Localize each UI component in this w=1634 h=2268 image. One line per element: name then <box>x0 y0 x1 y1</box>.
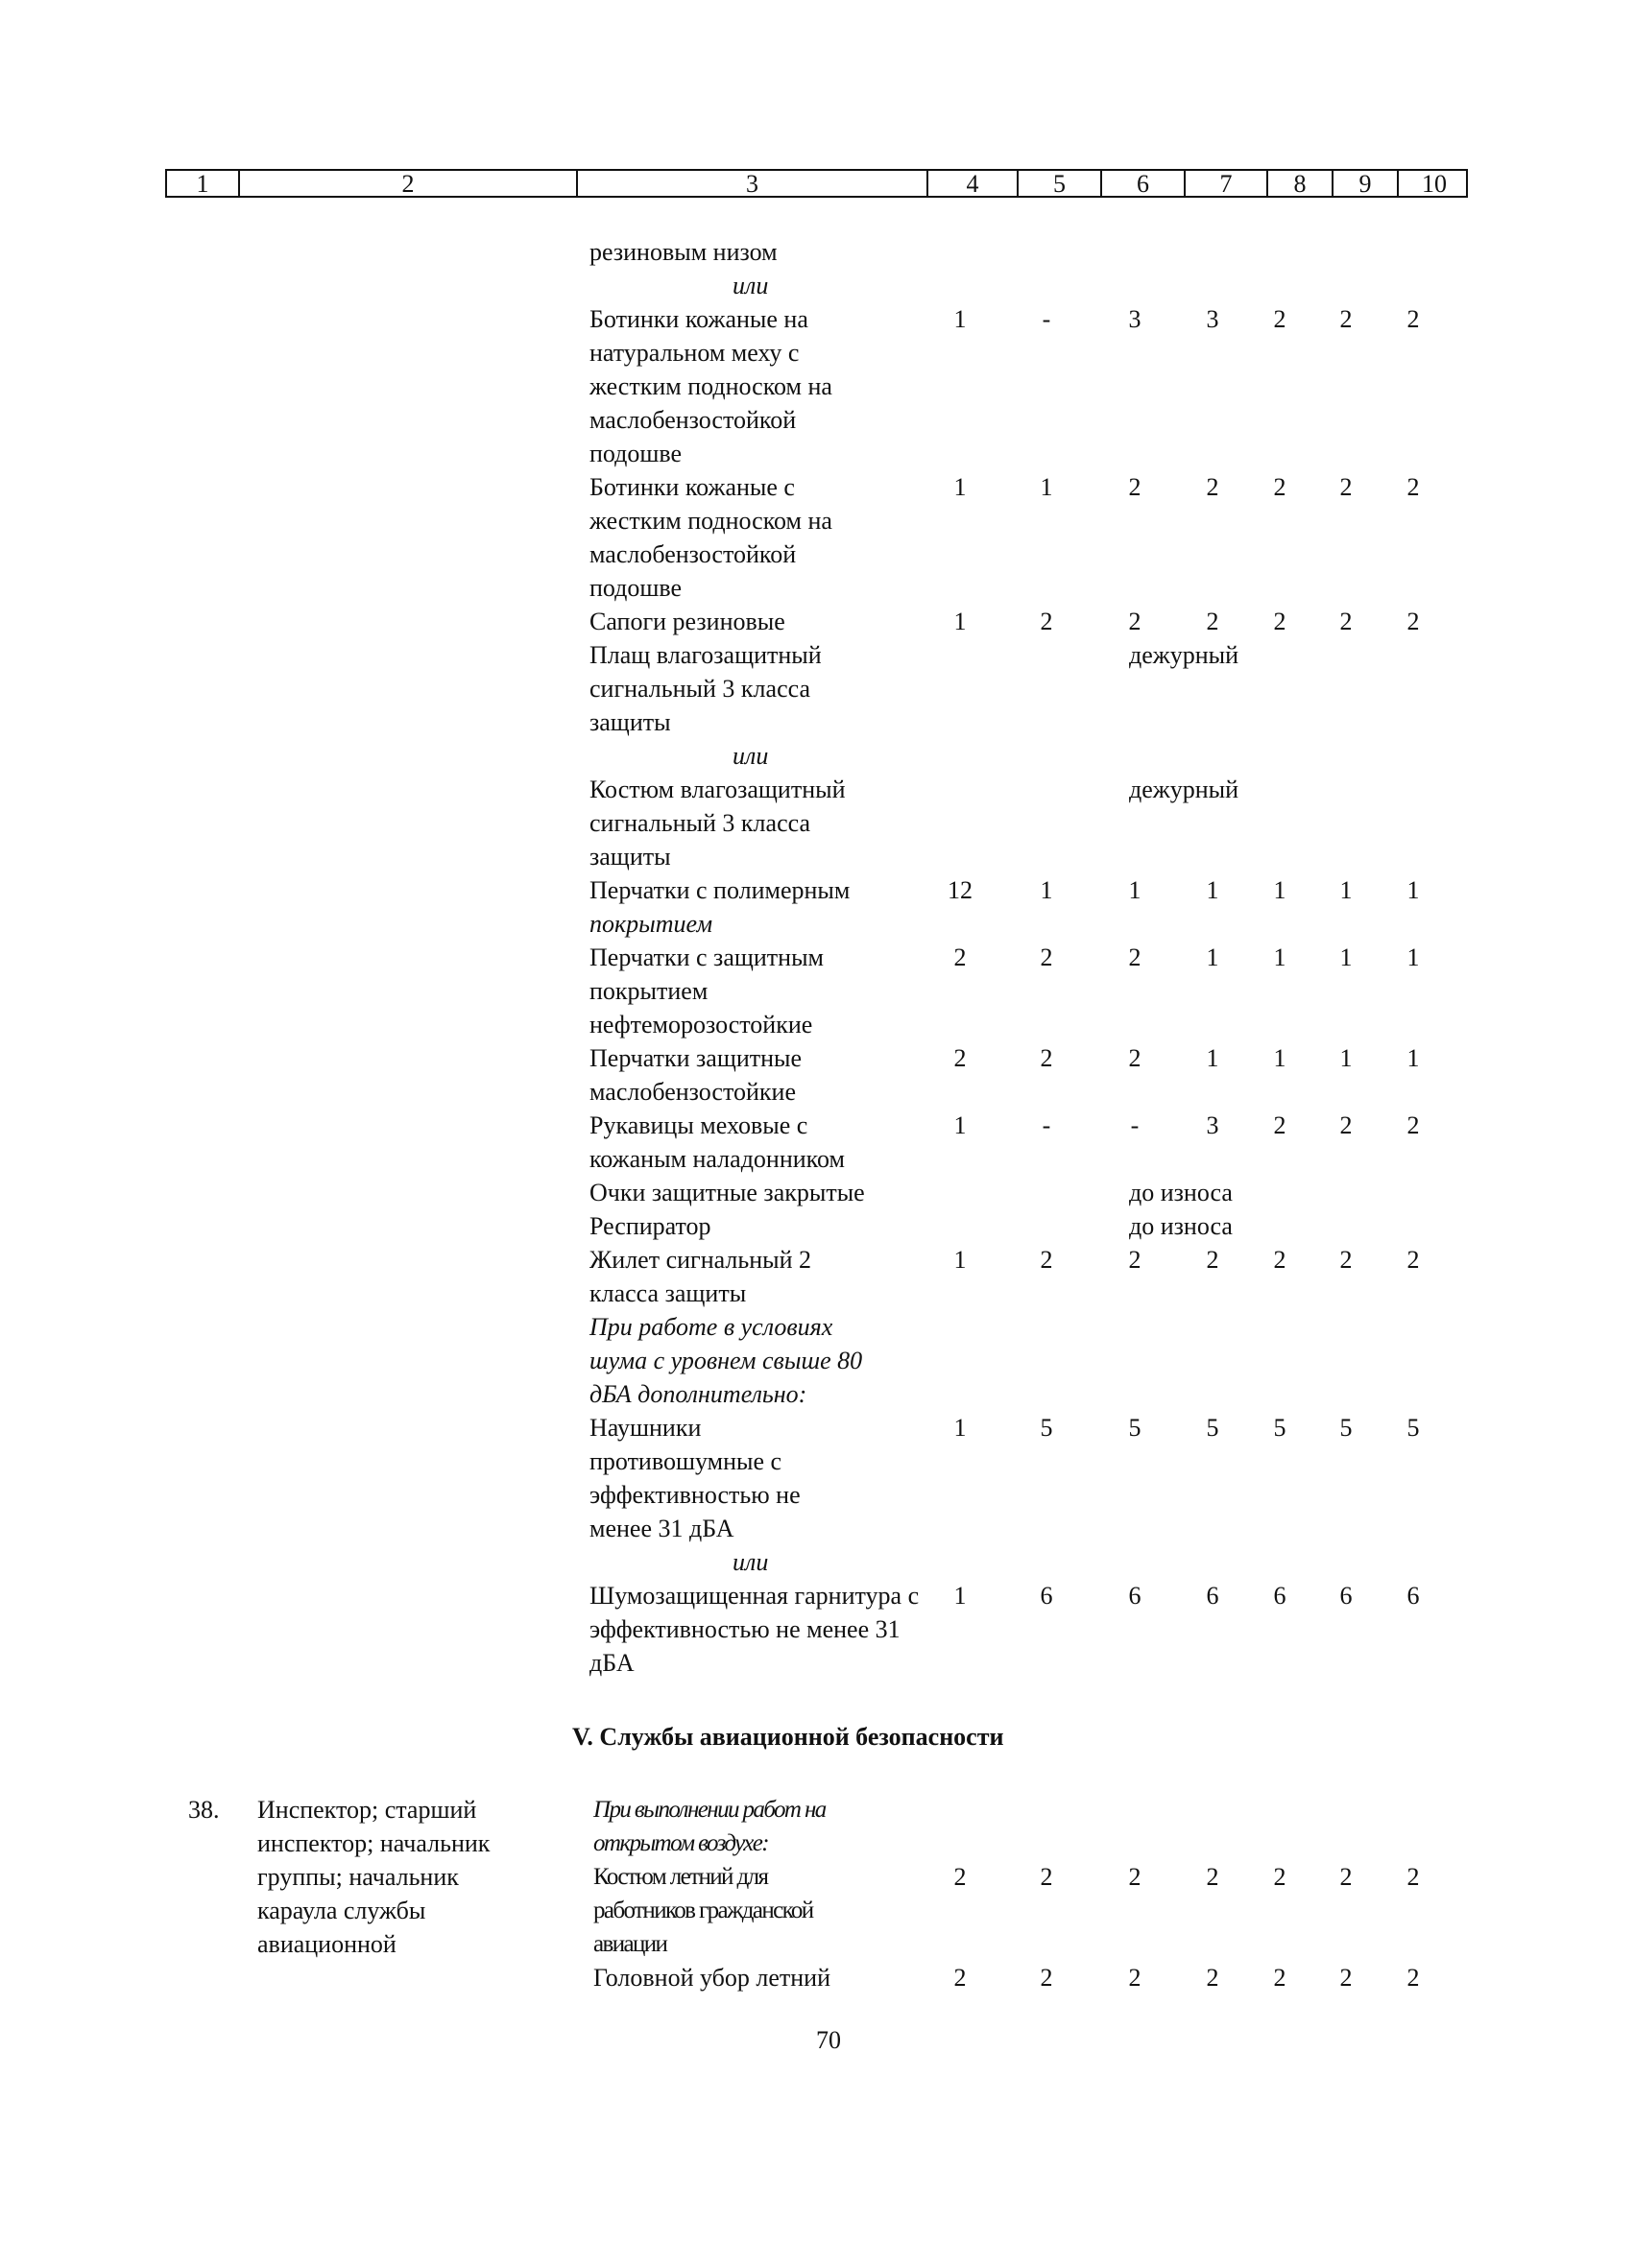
item-name-line: жестким подноском на <box>589 507 832 535</box>
item-value: 2 <box>1339 473 1353 501</box>
item-value: - <box>1130 1111 1140 1139</box>
item-span-value: до износа <box>1129 1212 1233 1240</box>
item-value: 2 <box>1128 473 1141 501</box>
item-span-value: дежурный <box>1129 641 1239 669</box>
item-span-value: до износа <box>1129 1179 1233 1206</box>
item-value: 2 <box>1406 1246 1420 1274</box>
item-value: 1 <box>953 1246 967 1274</box>
item-value: 2 <box>1339 608 1353 635</box>
item-value: 6 <box>1406 1582 1420 1610</box>
item-value: - <box>1042 1111 1051 1139</box>
item-value: 2 <box>1040 1246 1053 1274</box>
position-line: группы; начальник <box>257 1863 459 1891</box>
item-name-line: натуральном меху с <box>589 339 800 367</box>
item-value: 1 <box>1273 1044 1286 1072</box>
item-name-line: жестким подноском на <box>589 372 832 400</box>
item-value: 2 <box>1206 1246 1219 1274</box>
item-value: 6 <box>1339 1582 1353 1610</box>
entry-number: 38. <box>188 1796 220 1824</box>
item-name-line: противошумные с <box>589 1447 782 1475</box>
item-value: 2 <box>1339 1863 1353 1891</box>
header-cell: 5 <box>1019 171 1102 196</box>
item-value: 2 <box>1339 1111 1353 1139</box>
item-value: 2 <box>1206 473 1219 501</box>
item-value: 2 <box>1339 1246 1353 1274</box>
item-value: 2 <box>1406 1863 1420 1891</box>
item-value: 2 <box>1040 943 1053 971</box>
item-value: 2 <box>1128 1044 1141 1072</box>
item-name-line: Сапоги резиновые <box>589 608 785 635</box>
item-value: 1 <box>953 608 967 635</box>
item-name-line: авиации <box>593 1931 667 1957</box>
header-cell: 2 <box>240 171 578 196</box>
item-value: 1 <box>1339 943 1353 971</box>
item-name-line: эффективностью не <box>589 1481 801 1509</box>
connector-or: или <box>733 272 769 299</box>
item-value: 2 <box>1128 608 1141 635</box>
item-value: 1 <box>953 1582 967 1610</box>
item-value: 2 <box>1406 1964 1420 1992</box>
item-value: 1 <box>1206 876 1219 904</box>
item-value: 2 <box>953 1044 967 1072</box>
item-value: 2 <box>953 1964 967 1992</box>
header-cell: 6 <box>1102 171 1186 196</box>
item-name-line: Шумозащищенная гарнитура с <box>589 1582 920 1610</box>
item-value: 2 <box>1273 1246 1286 1274</box>
item-value: 1 <box>1040 473 1053 501</box>
item-value: 5 <box>1339 1414 1353 1442</box>
item-value: 1 <box>1128 876 1141 904</box>
item-value: 1 <box>1339 1044 1353 1072</box>
item-value: 6 <box>1040 1582 1053 1610</box>
item-name-line: класса защиты <box>589 1279 747 1307</box>
connector-or: или <box>733 1548 769 1576</box>
item-value: 5 <box>1128 1414 1141 1442</box>
item-value: 1 <box>1406 1044 1420 1072</box>
item-value: 2 <box>1206 608 1219 635</box>
item-value: 1 <box>953 1414 967 1442</box>
header-cell: 9 <box>1334 171 1399 196</box>
item-name-line: кожаным наладонником <box>589 1145 845 1173</box>
position-line: караула службы <box>257 1897 426 1924</box>
item-value: 2 <box>1128 1246 1141 1274</box>
item-value: 2 <box>1206 1964 1219 1992</box>
item-value: 1 <box>1406 876 1420 904</box>
item-value: 2 <box>1273 608 1286 635</box>
item-value: 2 <box>1128 943 1141 971</box>
item-name-line: защиты <box>589 843 671 871</box>
item-value: 5 <box>1406 1414 1420 1442</box>
item-value: 2 <box>1273 1111 1286 1139</box>
item-name-line: дБА <box>589 1649 635 1677</box>
item-name-line: маслобензостойкие <box>589 1078 796 1106</box>
item-value: 2 <box>1040 1044 1053 1072</box>
item-span-value: дежурный <box>1129 776 1239 803</box>
item-name-line: Ботинки кожаные на <box>589 305 808 333</box>
item-value: 2 <box>1406 1111 1420 1139</box>
item-name-line: Респиратор <box>589 1212 711 1240</box>
note-line: При работе в условиях <box>589 1313 833 1341</box>
item-name-line: Очки защитные закрытые <box>589 1179 865 1206</box>
item-value: 2 <box>1128 1964 1141 1992</box>
item-value: 1 <box>953 473 967 501</box>
item-value: 2 <box>1273 1863 1286 1891</box>
item-value: 2 <box>1339 1964 1353 1992</box>
item-value: 2 <box>1128 1863 1141 1891</box>
header-cell: 1 <box>167 171 240 196</box>
item-value: 2 <box>1040 1863 1053 1891</box>
item-name-line: Наушники <box>589 1414 702 1442</box>
item-name-line: Плащ влагозащитный <box>589 641 822 669</box>
item-value: 12 <box>948 876 973 904</box>
item-value: 2 <box>1406 305 1420 333</box>
item-name-line: подошве <box>589 574 683 602</box>
item-value: 6 <box>1273 1582 1286 1610</box>
page-number: 70 <box>816 2026 841 2054</box>
item-value: 2 <box>1406 608 1420 635</box>
item-name-line: эффективностью не менее 31 <box>589 1615 901 1643</box>
item-name-line: Перчатки защитные <box>589 1044 803 1072</box>
position-line: Инспектор; старший <box>257 1796 477 1824</box>
item-value: 1 <box>953 305 967 333</box>
item-name-line: защиты <box>589 708 671 736</box>
item-name-line: резиновым низом <box>589 238 778 266</box>
item-name-line: работников гражданской <box>593 1898 813 1923</box>
item-value: 2 <box>1406 473 1420 501</box>
item-name-line: маслобензостойкой <box>589 406 797 434</box>
item-name-line: Рукавицы меховые с <box>589 1111 808 1139</box>
item-name-line: менее 31 дБА <box>589 1515 734 1542</box>
item-value: 2 <box>1273 305 1286 333</box>
item-value: 1 <box>953 1111 967 1139</box>
item-value: 5 <box>1273 1414 1286 1442</box>
note-line: шума с уровнем свыше 80 <box>589 1347 863 1374</box>
header-cell: 8 <box>1268 171 1334 196</box>
condition-line: При выполнении работ на <box>593 1797 826 1823</box>
item-value: 1 <box>1339 876 1353 904</box>
item-value: 3 <box>1206 1111 1219 1139</box>
item-value: 1 <box>1273 943 1286 971</box>
header-cell: 3 <box>578 171 928 196</box>
item-name-line: Костюм влагозащитный <box>589 776 846 803</box>
item-value: 6 <box>1206 1582 1219 1610</box>
item-name-line: маслобензостойкой <box>589 540 797 568</box>
item-name-line: сигнальный 3 класса <box>589 675 811 703</box>
item-name-line: покрытием <box>589 977 709 1005</box>
item-value: 2 <box>953 943 967 971</box>
header-cell: 4 <box>928 171 1019 196</box>
item-value: 2 <box>1206 1863 1219 1891</box>
condition-line: открытом воздухе: <box>593 1830 769 1856</box>
item-name-line: Костюм летний для <box>593 1864 768 1890</box>
column-header-row <box>165 169 1468 198</box>
connector-or: или <box>733 742 769 770</box>
item-name-line: покрытием <box>589 910 713 938</box>
header-cell: 10 <box>1422 170 1447 198</box>
item-name-line: Перчатки с защитным <box>589 943 825 971</box>
header-cell: 7 <box>1186 171 1268 196</box>
position-line: авиационной <box>257 1930 396 1958</box>
item-name-line: сигнальный 3 класса <box>589 809 811 837</box>
item-name-line: Ботинки кожаные с <box>589 473 795 501</box>
item-name-line: Головной убор летний <box>593 1964 830 1992</box>
item-name-line: Перчатки с полимерным <box>589 876 851 904</box>
item-value: 2 <box>1273 1964 1286 1992</box>
item-value: 2 <box>953 1863 967 1891</box>
item-value: 2 <box>1339 305 1353 333</box>
item-value: 2 <box>1273 473 1286 501</box>
item-value: 1 <box>1040 876 1053 904</box>
item-name-line: нефтеморозостойкие <box>589 1011 813 1039</box>
item-value: 2 <box>1040 1964 1053 1992</box>
note-line: дБА дополнительно: <box>589 1380 807 1408</box>
item-name-line: Жилет сигнальный 2 <box>589 1246 812 1274</box>
item-value: 5 <box>1040 1414 1053 1442</box>
item-value: - <box>1042 305 1051 333</box>
item-value: 2 <box>1040 608 1053 635</box>
item-value: 1 <box>1273 876 1286 904</box>
item-value: 1 <box>1206 1044 1219 1072</box>
item-value: 1 <box>1406 943 1420 971</box>
item-value: 3 <box>1128 305 1141 333</box>
item-value: 6 <box>1128 1582 1141 1610</box>
item-value: 5 <box>1206 1414 1219 1442</box>
position-line: инспектор; начальник <box>257 1829 491 1857</box>
item-name-line: подошве <box>589 440 683 467</box>
section-title: V. Службы авиационной безопасности <box>572 1723 1004 1751</box>
item-value: 3 <box>1206 305 1219 333</box>
item-value: 1 <box>1206 943 1219 971</box>
